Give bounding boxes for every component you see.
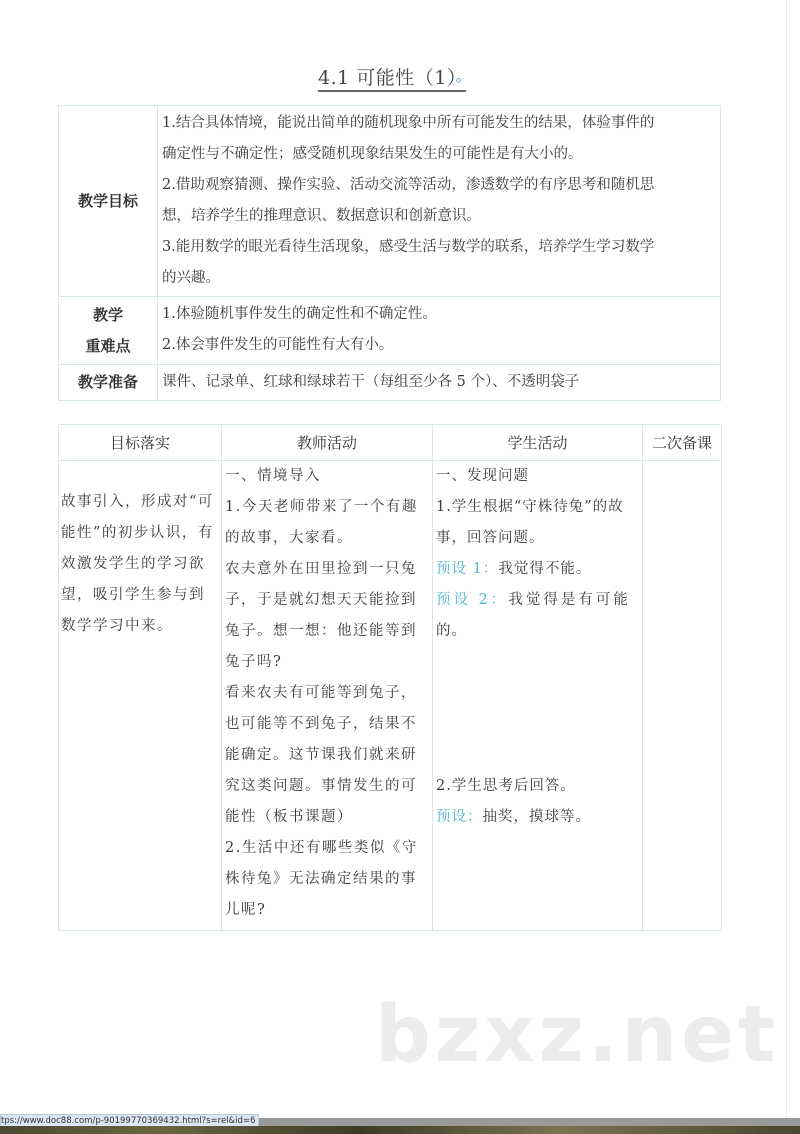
label-line: 教学: [92, 305, 123, 324]
row-label: 教学目标: [59, 106, 158, 297]
preset-line: [436, 585, 640, 616]
text-line: 也可能等不到兔子，结果不: [225, 716, 417, 732]
table-row: [59, 106, 721, 297]
text-line: 想，培养学生的推理意识、数据意识和创新意识。: [162, 208, 481, 224]
header-teacher: 教师活动: [222, 425, 433, 461]
text-line: 能性”的初步认识，有: [61, 525, 214, 541]
preset-line: [436, 554, 640, 585]
text-line: 1.学生根据“守株待兔”的故: [436, 499, 624, 515]
text-line: 子，于是就幻想天天能捡到: [225, 592, 417, 608]
text-line: 能确定。这节课我们就来研: [225, 747, 417, 763]
notes-cell: [643, 461, 722, 931]
text-line: 株待兔》无法确定结果的事: [225, 871, 417, 887]
preset-line: [436, 802, 640, 833]
preparation-cell: [158, 365, 721, 401]
text-line: 看来农夫有可能等到兔子，: [225, 685, 417, 701]
status-bar-url: tps://www.doc88.com/p-90199770369432.html?s=rel&id=6: [0, 1114, 259, 1128]
text-line: 儿呢?: [225, 902, 267, 918]
document-title: 4.1 可能性（1）: [318, 66, 466, 92]
key-points-cell: [158, 297, 721, 365]
text-line: 1.体验随机事件发生的确定性和不确定性。: [162, 306, 437, 322]
student-cell: [433, 461, 643, 931]
text-line: 兔子吗?: [225, 654, 283, 670]
text-line: 2.借助观察猜测、操作实验、活动交流等活动，渗透数学的有序思考和随机思: [162, 177, 655, 193]
teaching-plan-table: [58, 105, 721, 401]
row-label: 教学准备: [59, 365, 158, 401]
preset-text: 我觉得不能。: [498, 561, 592, 577]
header-goal: 目标落实: [59, 425, 222, 461]
text-line: 究这类问题。事情发生的可: [225, 778, 417, 794]
table-row: [59, 461, 722, 931]
header-notes: 二次备课: [643, 425, 722, 461]
text-line: 事，回答问题。: [436, 530, 545, 546]
text-line: 农夫意外在田里捡到一只兔: [225, 561, 417, 577]
text-line: 一、发现问题: [436, 468, 529, 484]
preset-text: 抽奖，摸球等。: [482, 809, 591, 825]
goal-cell: [59, 461, 222, 931]
text-line: 效激发学生的学习欲: [61, 556, 205, 572]
table-row: [59, 365, 721, 401]
text-line: 故事引入，形成对“可: [61, 494, 214, 510]
text-line: 2.生活中还有哪些类似《守: [225, 840, 418, 856]
text-line: 课件、记录单、红球和绿球若干（每组至少各 5 个）、不透明袋子: [162, 374, 580, 390]
row-label: [59, 297, 158, 365]
paragraph-mark-icon: [456, 78, 461, 83]
text-line: 1.结合具体情境，能说出简单的随机现象中所有可能发生的结果，体验事件的: [162, 115, 655, 131]
spacer: [436, 647, 640, 771]
text-line: 的兴趣。: [162, 270, 220, 286]
preset-label: 预设：: [436, 809, 483, 825]
teacher-cell: [222, 461, 433, 931]
text-line: 的。: [436, 623, 467, 639]
text-line: 2.体会事件发生的可能性有大有小。: [162, 337, 394, 353]
preset-label: 预设 1：: [436, 561, 499, 577]
text-line: 能性（板书课题）: [225, 809, 353, 825]
watermark: bzxz.net: [375, 990, 780, 1080]
objectives-cell: [158, 106, 721, 297]
header-student: 学生活动: [433, 425, 643, 461]
text-line: 2.学生思考后回答。: [436, 778, 576, 794]
text-line: 的故事，大家看。: [225, 530, 353, 546]
activity-table: [58, 424, 722, 931]
label-line: 重难点: [85, 336, 131, 355]
text-line: 望，吸引学生参与到: [61, 587, 205, 603]
page-edge: [786, 0, 800, 1118]
text-line: 3.能用数学的眼光看待生活现象，感受生活与数学的联系，培养学生学习数学: [162, 239, 655, 255]
text-line: 数学学习中来。: [61, 618, 173, 634]
header-row: [59, 425, 722, 461]
table-row: [59, 297, 721, 365]
text-line: 确定性与不确定性；感受随机现象结果发生的可能性是有大小的。: [162, 146, 583, 162]
text-line: 一、情境导入: [225, 468, 321, 484]
preset-text: 我觉得是有可能: [508, 592, 631, 608]
text-line: 1.今天老师带来了一个有趣: [225, 499, 418, 515]
preset-label: 预设 2：: [436, 592, 509, 608]
desktop-background: [0, 1126, 800, 1134]
text-line: 兔子。想一想：他还能等到: [225, 623, 417, 639]
